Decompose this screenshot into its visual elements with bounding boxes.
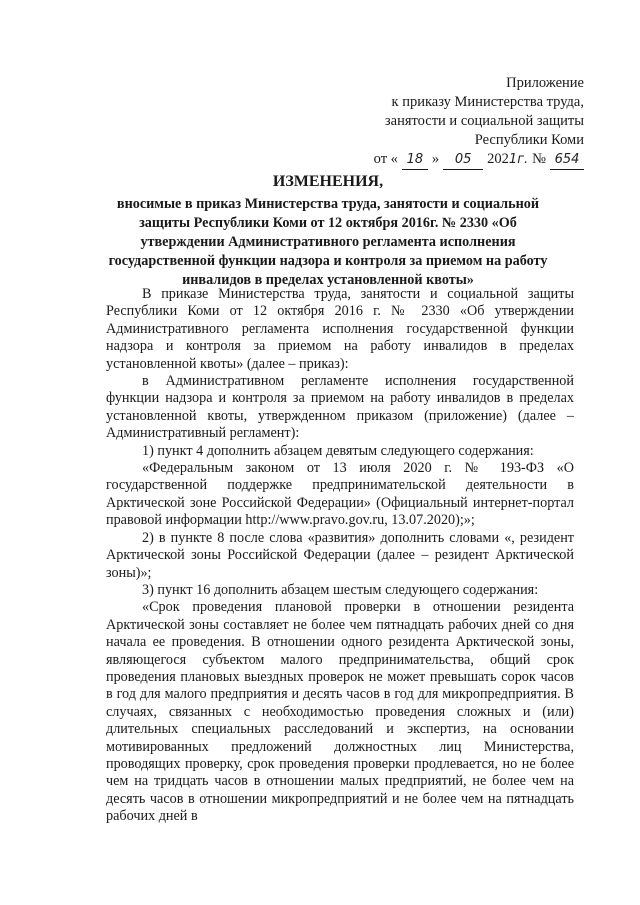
- date-prefix: от «: [373, 151, 398, 167]
- appendix-header: [324, 74, 584, 170]
- number-prefix: №: [532, 151, 546, 167]
- date-day-close: »: [431, 151, 440, 167]
- appendix-ministry-line: занятости и социальной защиты: [384, 113, 584, 129]
- appendix-order-line: к приказу Министерства труда,: [391, 94, 584, 110]
- handwritten-day: 18: [402, 150, 428, 170]
- changes-title-block: [108, 172, 548, 290]
- paragraph-intro: В приказе Министерства труда, занятости и социальной защиты Республики Коми от 12 октября 2016 г. № 2330 «Об утверждении Административного регламента исполнения государственной функции надзора и контроля за приемом на работу инвалидов в пределах установленной квоты» (далее – приказ):: [106, 286, 574, 372]
- changes-subtitle: вносимые в приказ Министерства труда, занятости и социальной защиты Республики Коми от 12 октября 2016г. № 2330 «Об утверждении Административного регламента исполнения государственной функции надзора и контроля за приемом на работу инвалидов в пределах установленной квоты»: [108, 196, 548, 288]
- handwritten-year-digit: 1г.: [508, 152, 529, 167]
- handwritten-number: 654: [550, 150, 584, 170]
- handwritten-month: 05: [443, 150, 483, 170]
- paragraph-item-2: 2) в пункте 8 после слова «развития» дополнить словами «, резидент Арктической зоны Российской Федерации (далее – резидент Арктической зоны)»;: [106, 529, 574, 581]
- changes-heading: ИЗМЕНЕНИЯ,: [272, 173, 384, 190]
- appendix-label: Приложение: [506, 75, 584, 91]
- appendix-republic-line: Республики Коми: [474, 132, 584, 148]
- paragraph-item-3-text: «Срок проведения плановой проверки в отношении резидента Арктической зоны составляет не более чем пятнадцать рабочих дней со дня начала ее проведения. В отношении одного резидента Арктической зоны, являющегося субъектом малого предпринимательства, общий срок проведения плановых выездных проверок не может превышать сорок часов в год для малого предприятия и десять часов в год для микропредприятия. В случаях, связанных с необходимостью проведения сложных и (или) длительных специальных расследований и экспертиз, на основании мотивированных предложений должностных лиц Министерства, проводящих проверку, срок проведения проверки продлевается, но не более чем на тридцать часов в отношении малых предприятий, не более чем на десять часов в отношении микропредприятий и не более чем на пятнадцать рабочих дней в: [106, 599, 574, 825]
- paragraph-regulation: в Административном регламенте исполнения государственной функции надзора и контроля за приемом на работу инвалидов в пределах установленной квоты, утвержденном приказом (приложение) (далее – Административный регламент):: [106, 373, 574, 442]
- document-body: [106, 286, 574, 826]
- year-prefix: 202: [487, 151, 509, 167]
- paragraph-item-3: 3) пункт 16 дополнить абзацем шестым следующего содержания:: [142, 581, 539, 598]
- appendix-date-line: [324, 150, 584, 170]
- paragraph-item-1-text: «Федеральным законом от 13 июля 2020 г. № 193-ФЗ «О государственной поддержке предпринимательской деятельности в Арктической зоне Российской Федерации» (Официальный интернет-портал правовой информации http://www.pravo.gov.ru, 13.07.2020);»;: [106, 460, 574, 529]
- paragraph-item-1: 1) пункт 4 дополнить абзацем девятым следующего содержания:: [142, 442, 534, 459]
